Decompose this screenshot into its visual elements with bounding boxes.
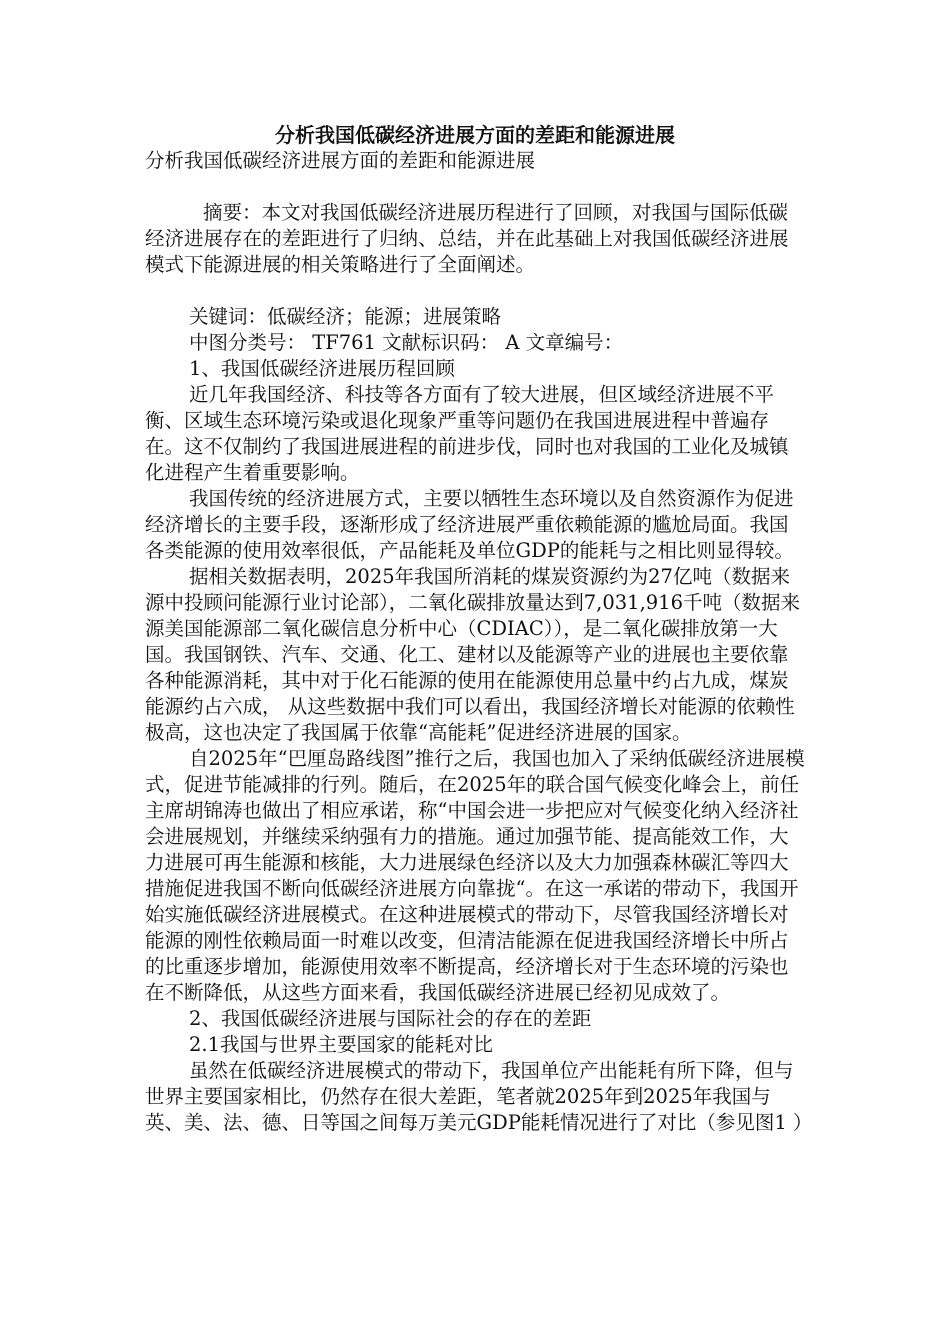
abstract-paragraph: 摘要：本文对我国低碳经济进展历程进行了回顾，对我国与国际低碳经济进展存在的差距进行了归纳、总结，并在此基础上对我国低碳经济进展模式下能源进展的相关策略进行了全面阐述。 (145, 201, 789, 276)
section-1-heading: 1、我国低碳经济进展历程回顾 (189, 357, 455, 380)
document-title: 分析我国低碳经济进展方面的差距和能源进展 (275, 123, 675, 147)
document-subtitle: 分析我国低碳经济进展方面的差距和能源进展 (145, 149, 536, 172)
classification-line: 中图分类号： TF761 文献标识码： A 文章编号： (189, 331, 624, 354)
section-2-heading: 2、我国低碳经济进展与国际社会的存在的差距 (189, 1007, 592, 1030)
paragraph-1: 近几年我国经济、科技等各方面有了较大进展，但区域经济进展不平衡、区域生态环境污染或退化现象严重等问题仍在我国进展进程中普遍存在。这不仅制约了我国进展进程的前进步伐，同时也对我国的工业化及城镇化进程产生着重要影响。 (145, 383, 789, 484)
spacer (145, 278, 807, 304)
section-2-1-heading: 2.1我国与世界主要国家的能耗对比 (189, 1033, 494, 1056)
paragraph-3: 据相关数据表明，2025年我国所消耗的煤炭资源约为27亿吨（数据来源中投顾问能源行业讨论部），二氧化碳排放量达到7,031,916千吨（数据来源美国能源部二氧化碳信息分析中心（CDIAC）），是二氧化碳排放第一大国。我国钢铁、汽车、交通、化工、建材以及能源等产业的进展也主要依靠各种能源消耗，其中对于化石能源的使用在能源使用总量中约占九成，煤炭能源约占六成， 从这些数据中我们可以看出，我国经济增长对能源的依赖性极高，这也决定了我国属于依靠“高能耗”促进经济进展的国家。 (145, 565, 800, 744)
paragraph-5: 虽然在低碳经济进展模式的带动下，我国单位产出能耗有所下降，但与世界主要国家相比，仍然存在很大差距，笔者就2025年到2025年我国与英、美、法、德、日等国之间每万美元GDP能耗情况进行了对比（参见图1 ） (145, 1059, 813, 1134)
spacer (145, 174, 807, 200)
paragraph-2: 我国传统的经济进展方式，主要以牺牲生态环境以及自然资源作为促进经济增长的主要手段，逐渐形成了经济进展严重依赖能源的尴尬局面。我国各类能源的使用效率很低，产品能耗及单位GDP的能耗与之相比则显得较。 (145, 487, 794, 562)
keywords-line: 关键词：低碳经济；能源；进展策略 (189, 305, 502, 328)
document-body (145, 148, 813, 1136)
paragraph-4: 自2025年“巴厘岛路线图”推行之后，我国也加入了采纳低碳经济进展模式，促进节能减排的行列。随后，在2025年的联合国气候变化峰会上，前任主席胡锦涛也做出了相应承诺，称“中国会进一步把应对气候变化纳入经济社会进展规划，并继续采纳强有力的措施。通过加强节能、提高能效工作，大力进展可再生能源和核能，大力进展绿色经济以及大力加强森林碳汇等四大措施促进我国不断向低碳经济进展方向靠拢“。在这一承诺的带动下，我国开始实施低碳经济进展模式。在这种进展模式的带动下，尽管我国经济增长对能源的刚性依赖局面一时难以改变，但清洁能源在促进我国经济增长中所占的比重逐步增加，能源使用效率不断提高，经济增长对于生态环境的污染也在不断降低，从这些方面来看，我国低碳经济进展已经初见成效了。 (145, 747, 805, 1004)
